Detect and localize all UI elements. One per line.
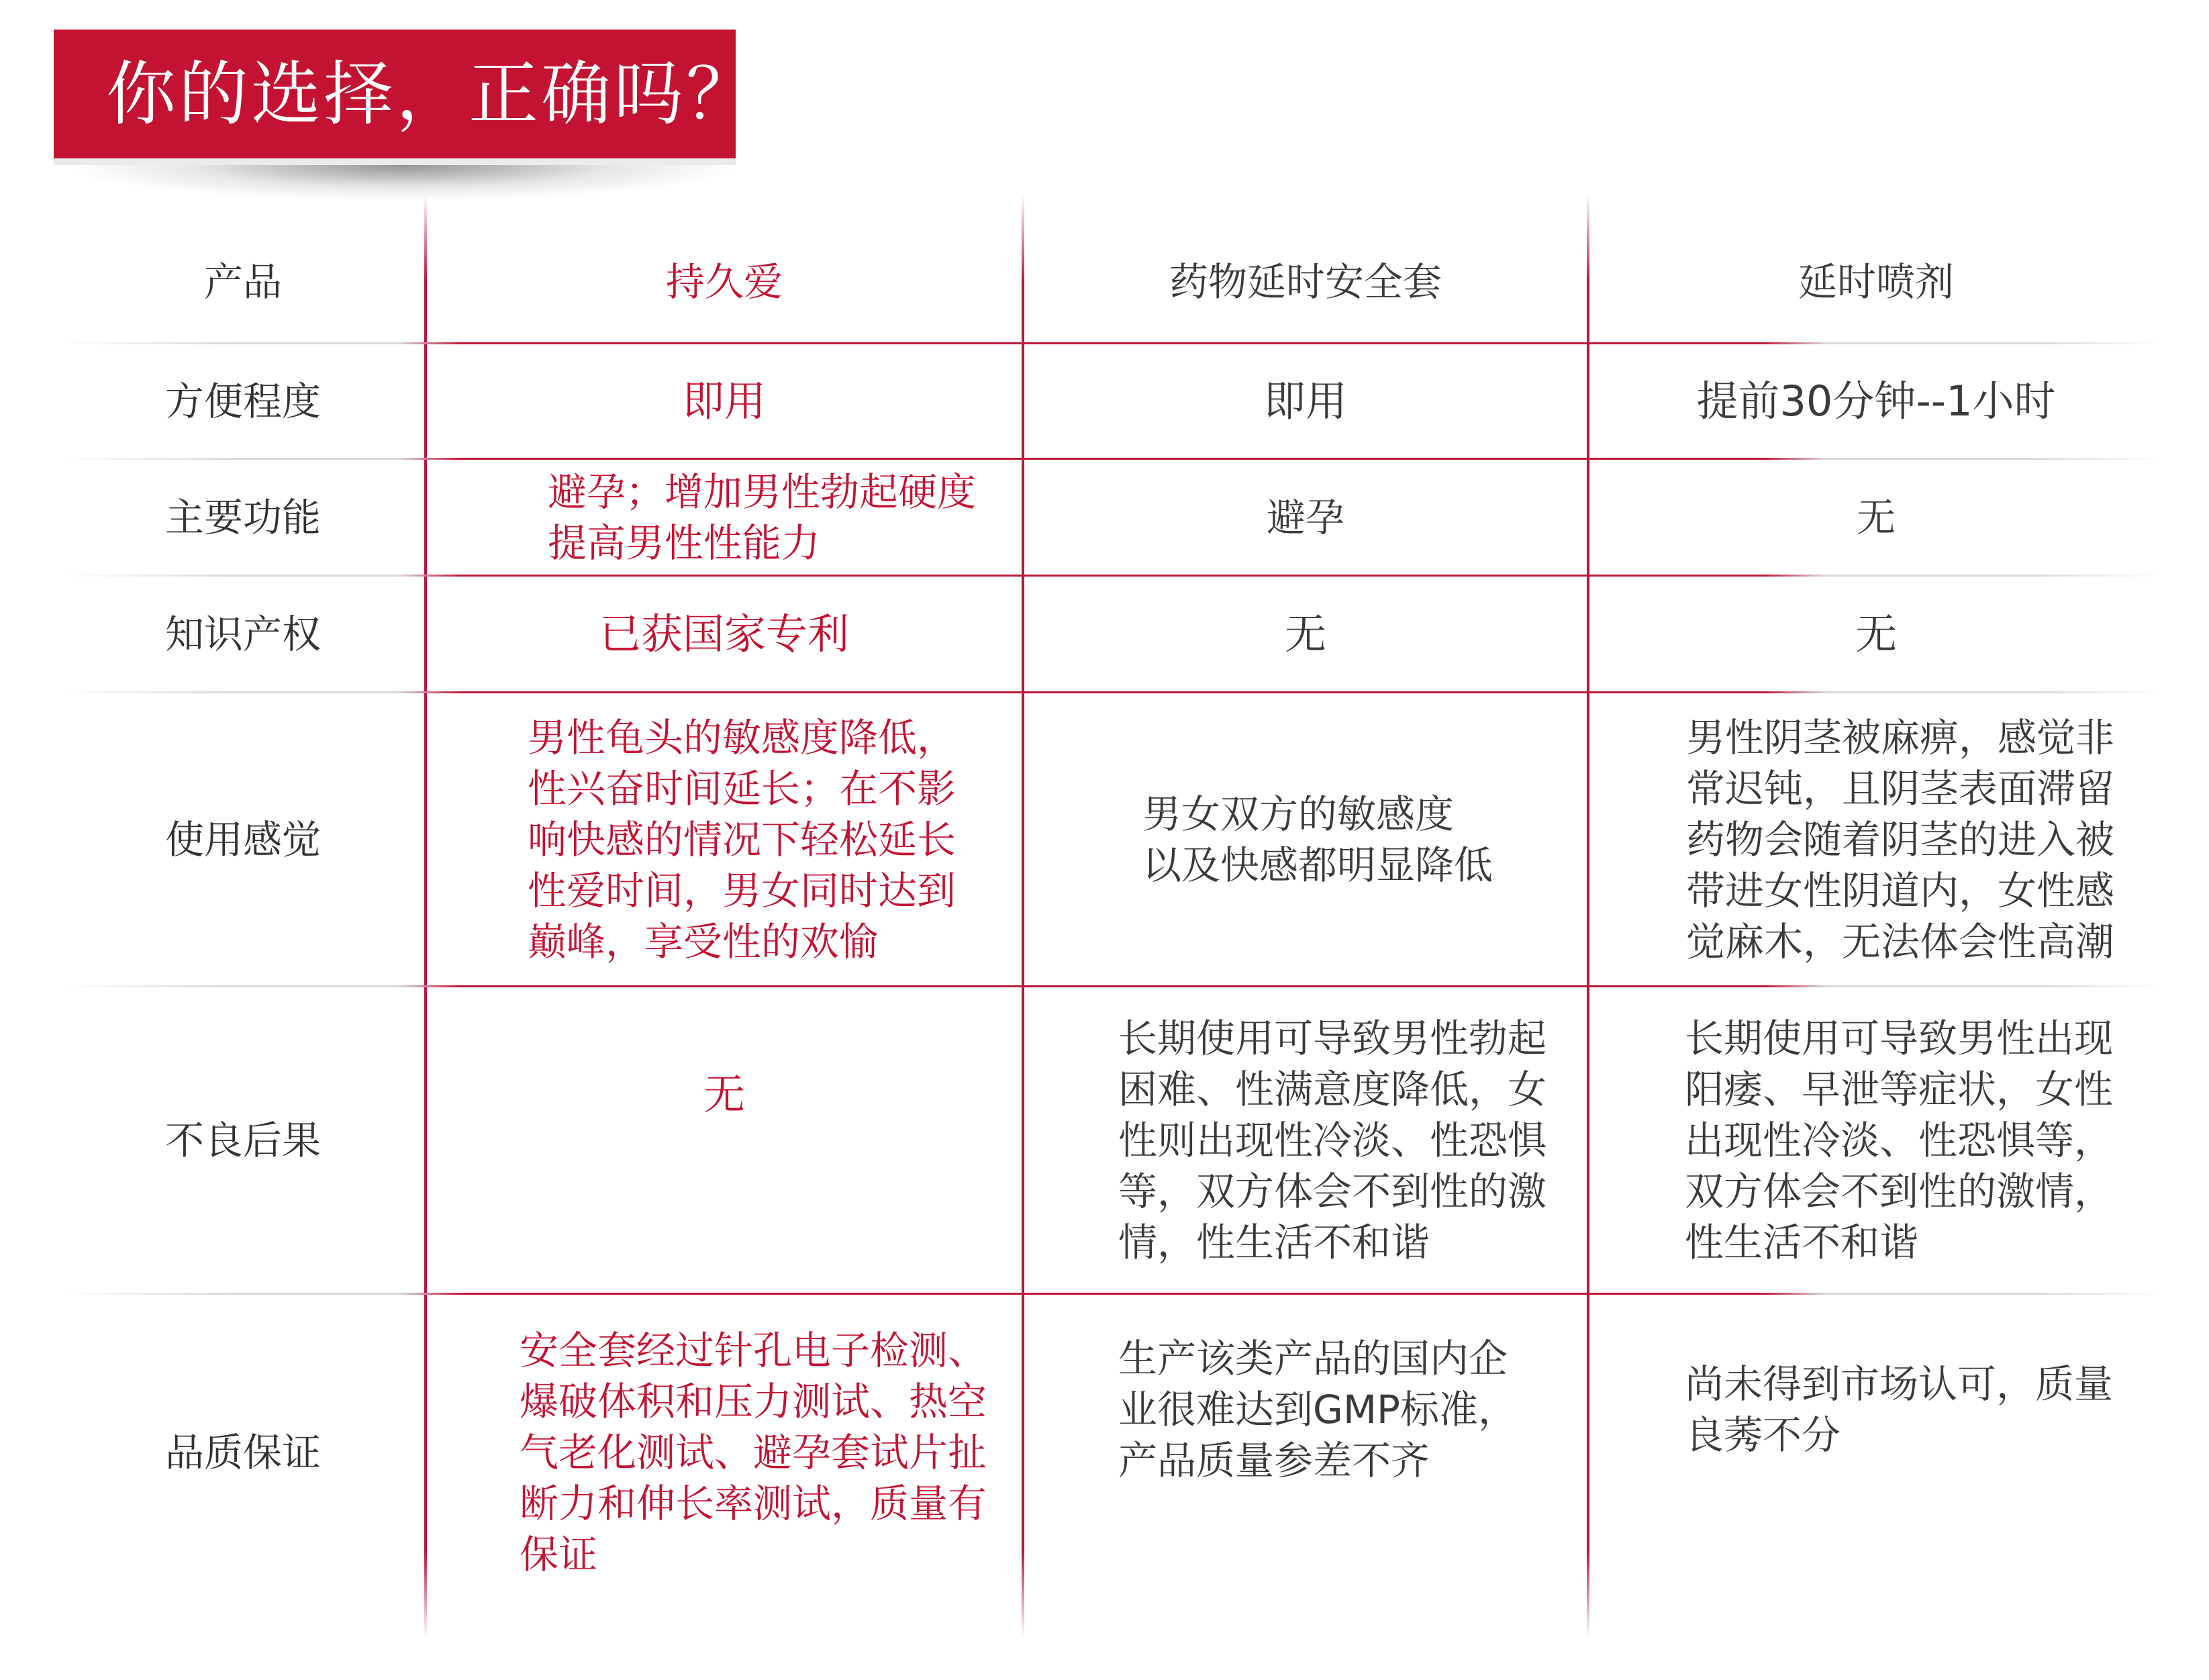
cell-convenience-condom: 即用 bbox=[1263, 376, 1347, 426]
header-chijiuai: 持久爱 bbox=[665, 259, 783, 305]
cell-convenience-spray: 提前30分钟--1小时 bbox=[1696, 376, 2056, 426]
cell-feeling-chijiuai: 男性龟头的敏感度降低， 性兴奋时间延长；在不影 响快感的情况下轻松延长 性爱时间，男女同时达到 巅峰，享受性的欢愉 bbox=[528, 714, 956, 965]
cell-ip-chijiuai: 已获国家专利 bbox=[599, 609, 849, 658]
cell-ip-condom: 无 bbox=[1284, 609, 1326, 658]
cell-feeling-condom: 男女双方的敏感度 以及快感都明显降低 bbox=[1142, 791, 1493, 888]
cell-function-chijiuai: 避孕；增加男性勃起硬度 提高男性性能力 bbox=[548, 468, 977, 566]
header-spray: 延时喷剂 bbox=[1798, 259, 1954, 305]
title-banner bbox=[54, 30, 759, 158]
cell-side-effects-chijiuai: 无 bbox=[703, 1070, 745, 1119]
row-label-function: 主要功能 bbox=[164, 494, 321, 540]
row-label-side-effects: 不良后果 bbox=[164, 1117, 321, 1163]
cell-feeling-spray: 男性阴茎被麻痹，感觉非 常迟钝，且阴茎表面滞留 药物会随着阴茎的进入被 带进女性阴道内，女性感 觉麻木，无法体会性高潮 bbox=[1686, 714, 2115, 965]
header-condom: 药物延时安全套 bbox=[1169, 259, 1442, 305]
cell-function-spray: 无 bbox=[1856, 494, 1896, 540]
cell-side-effects-condom: 长期使用可导致男性勃起 困难、性满意度降低，女 性则出现性冷淡、性恐惧 等，双方体会不到性的激 情，性生活不和谐 bbox=[1118, 1015, 1547, 1265]
row-label-convenience: 方便程度 bbox=[164, 378, 321, 424]
row-label-feeling: 使用感觉 bbox=[164, 816, 321, 862]
cell-ip-spray: 无 bbox=[1855, 609, 1897, 658]
cell-side-effects-spray: 长期使用可导致男性出现 阳痿、早泄等症状，女性 出现性冷淡、性恐惧等， 双方体会不到性的激情， 性生活不和谐 bbox=[1685, 1015, 2114, 1265]
comparison-table bbox=[62, 195, 2163, 1638]
banner-title: 你的选择，正确吗？ bbox=[106, 53, 759, 135]
cell-quality-spray: 尚未得到市场认可，质量 良莠不分 bbox=[1685, 1361, 2114, 1458]
row-label-quality: 品质保证 bbox=[164, 1430, 321, 1475]
cell-function-condom: 避孕 bbox=[1266, 494, 1344, 540]
cell-quality-chijiuai: 安全套经过针孔电子检测、 爆破体积和压力测试、热空 气老化测试、避孕套试片扯 断力和伸长率测试，质量有 保证 bbox=[520, 1328, 987, 1577]
row-label-ip: 知识产权 bbox=[164, 611, 321, 657]
header-product: 产品 bbox=[203, 259, 282, 305]
cell-convenience-chijiuai: 即用 bbox=[682, 376, 766, 426]
cell-quality-condom: 生产该类产品的国内企 业很难达到GMP标准， 产品质量参差不齐 bbox=[1118, 1336, 1517, 1483]
